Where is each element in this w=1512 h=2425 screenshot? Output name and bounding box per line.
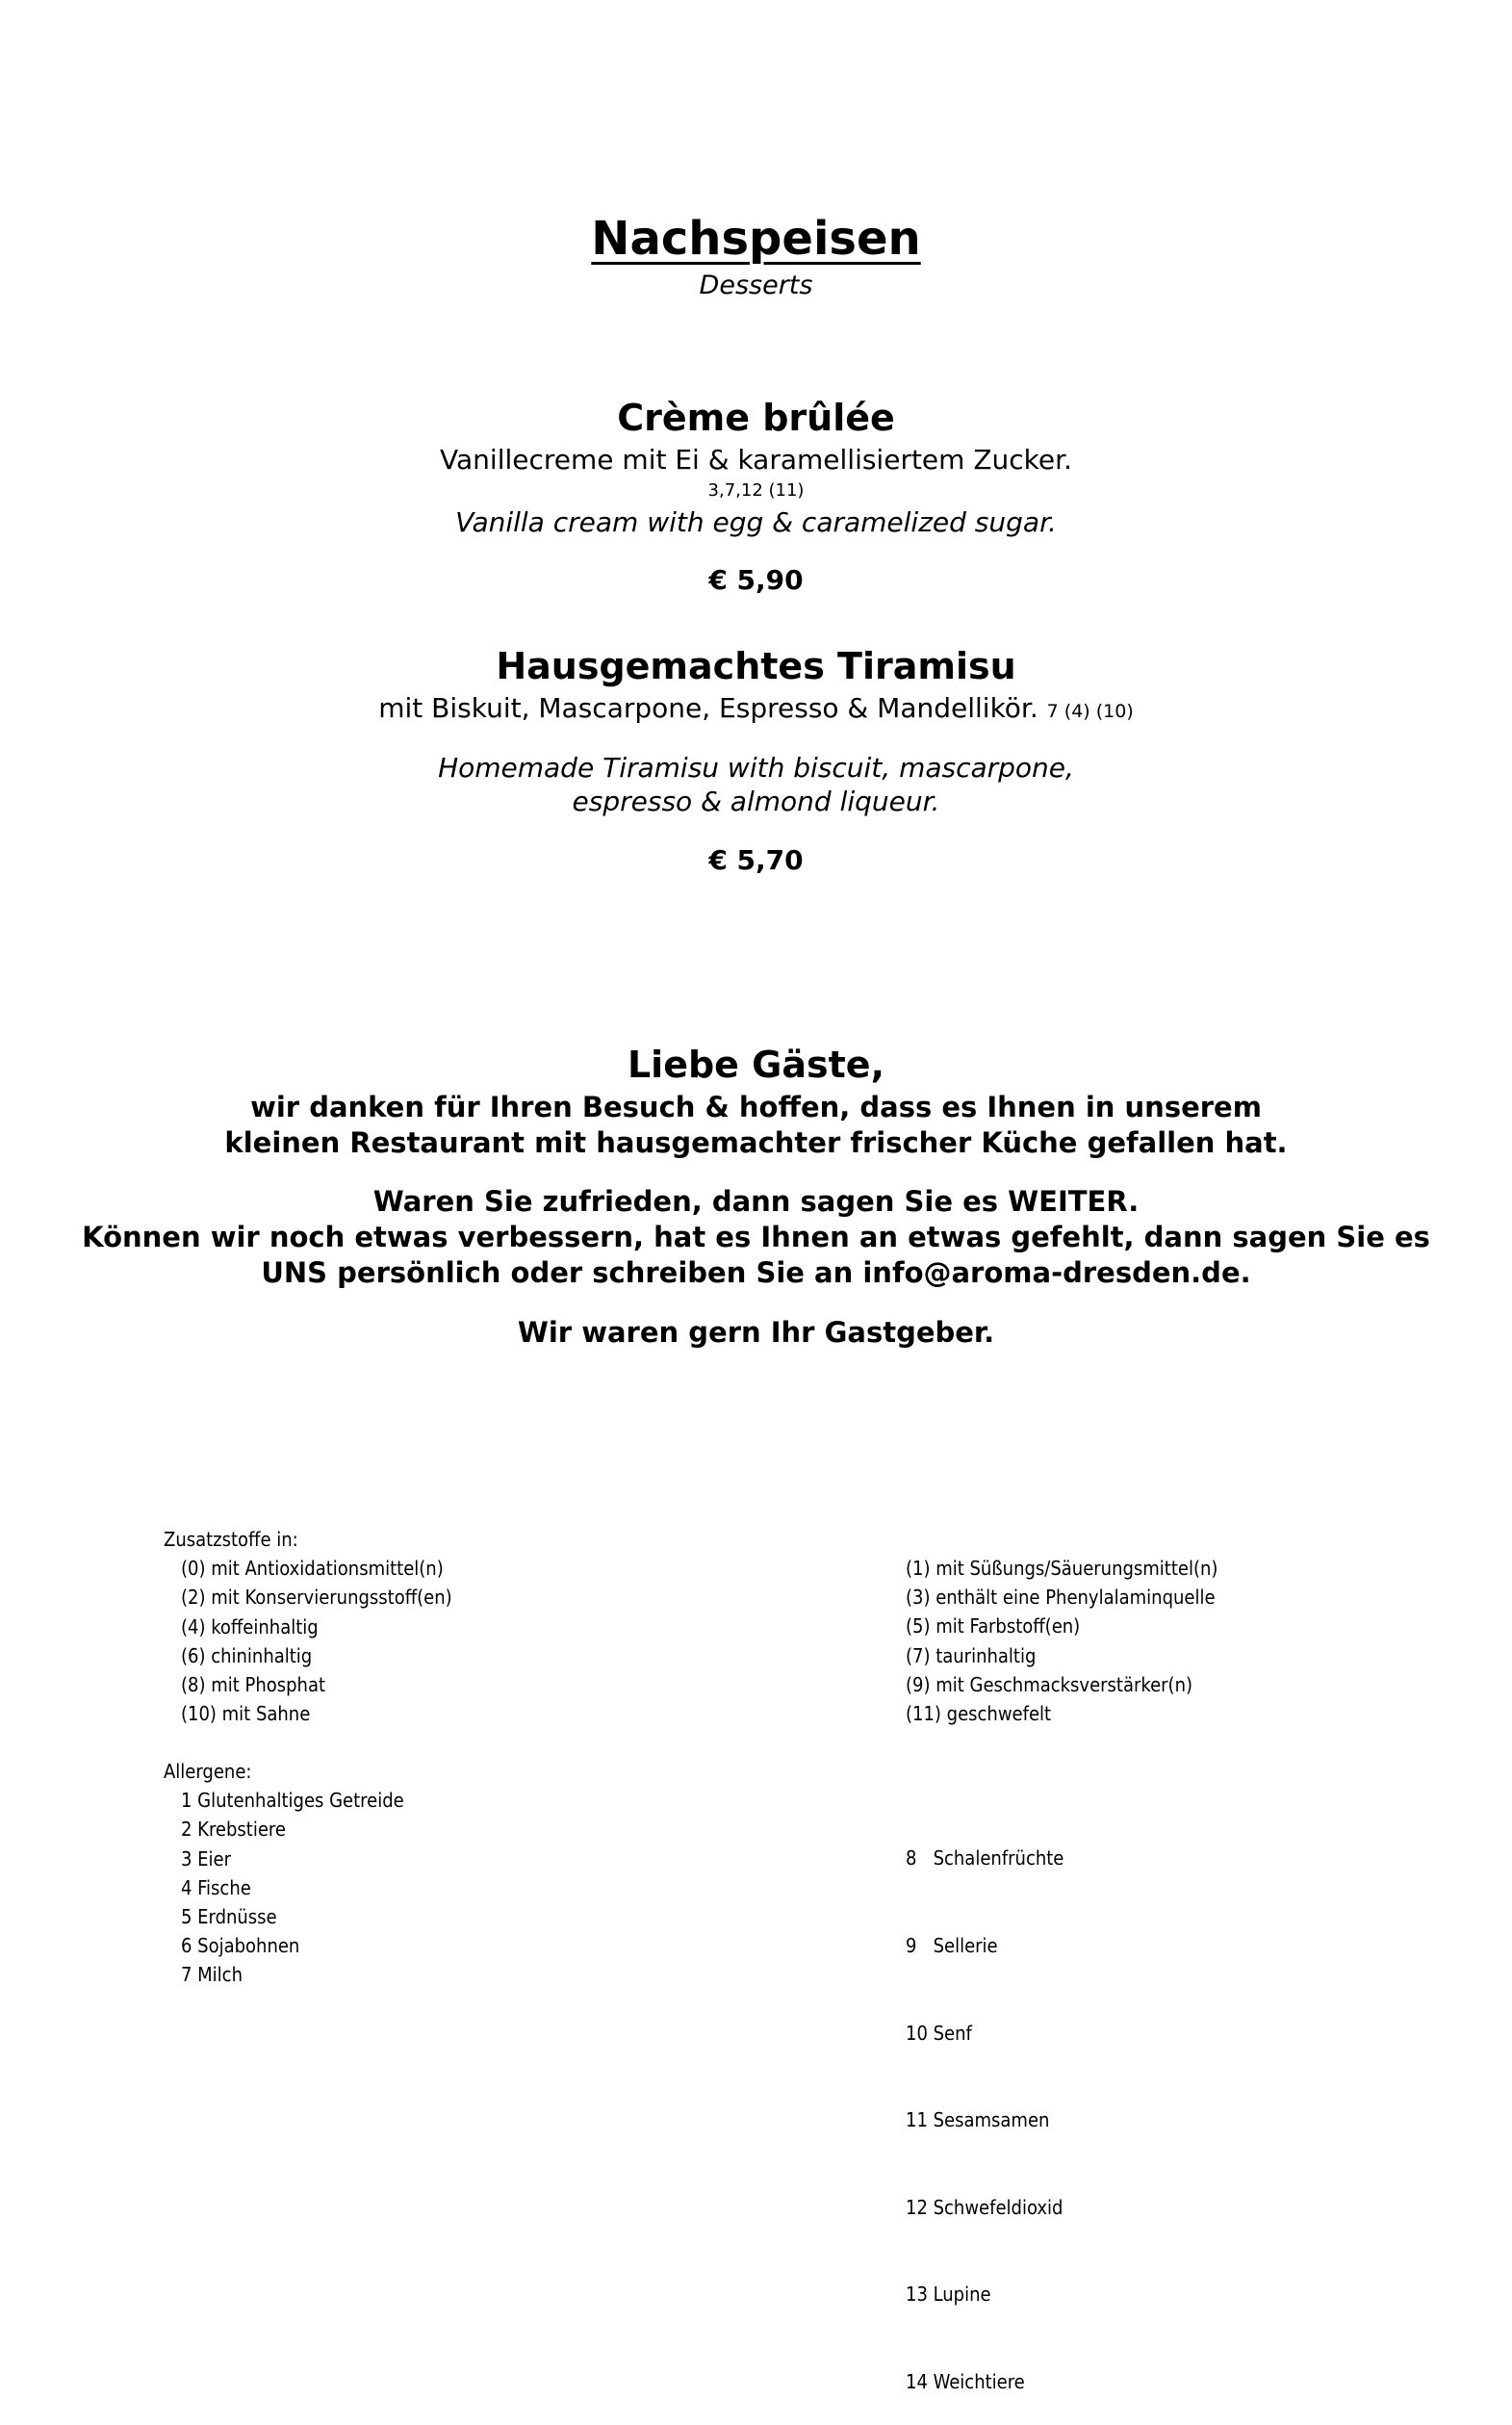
legend-item: 13 Lupine [906,2283,991,2307]
legend-item: (1) mit Süßungs/Säuerungsmittel(n) [906,1557,1218,1580]
legend-item: (8) mit Phosphat [181,1672,326,1696]
legend-item: 14 Weichtiere [906,2369,1025,2393]
dish-description-de [0,691,1512,729]
legend-item: (11) geschwefelt [906,1701,1052,1725]
legend-item: (7) taurinhaltig [906,1643,1037,1667]
greeting-title: Liebe Gäste, [627,1044,885,1086]
additives-heading: Zusatzstoffe in: [164,1528,298,1551]
greeting-text: wir danken für Ihren Besuch & hoffen, dass es Ihnen in unserem [250,1091,1262,1123]
dish-name: Hausgemachtes Tiramisu [496,645,1016,687]
legend-item: 7 Milch [181,1963,243,1987]
legend-item: (3) enthält eine Phenylalaminquelle [906,1586,1216,1610]
legend-item: 9 Sellerie [906,1934,998,1957]
allergens-legend-right [906,1786,1064,2425]
greeting-closing: Wir waren gern Ihr Gastgeber. [517,1316,995,1349]
legend-item: 10 Senf [906,2021,972,2045]
dish-price: € 5,90 [708,564,804,596]
legend-item: 3 Eier [181,1846,231,1870]
page-title: Nachspeisen [591,212,921,266]
additives-legend-right [906,1554,1217,1728]
legend-item: (4) koffeinhaltig [181,1614,319,1638]
allergens-legend-left [164,1757,404,1990]
legend-item: 4 Fische [181,1875,251,1899]
dish-allergen-codes: 7 (4) (10) [1046,701,1134,722]
legend-item: 12 Schwefeldioxid [906,2195,1064,2219]
legend-item: (0) mit Antioxidationsmittel(n) [181,1557,444,1581]
legend-item: 6 Sojabohnen [181,1934,300,1958]
page-subtitle: Desserts [699,271,813,300]
dish-allergen-codes: 3,7,12 (11) [707,480,805,501]
legend-item: (5) mit Farbstoff(en) [906,1614,1081,1638]
legend-item: 5 Erdnüsse [181,1904,277,1928]
dish-description-de: Vanillecreme mit Ei & karamellisiertem Zucker. [440,444,1072,476]
legend-item: 11 Sesamsamen [906,2108,1050,2132]
greeting-text: Können wir noch etwas verbessern, hat es Ihnen an etwas gefehlt, dann sagen Sie es [82,1221,1430,1253]
legend-item: 2 Krebstiere [181,1818,286,1842]
allergens-heading: Allergene: [164,1760,252,1783]
legend-item: 1 Glutenhaltiges Getreide [181,1789,404,1813]
greeting-text: Waren Sie zufrieden, dann sagen Sie es WEITER. [372,1185,1140,1218]
legend-item: (2) mit Konservierungsstoff(en) [181,1586,452,1610]
greeting-text: UNS persönlich oder schreiben Sie an info@aroma-dresden.de. [261,1256,1251,1289]
dish-name: Crème brûlée [617,397,895,439]
dish-description-en: Homemade Tiramisu with biscuit, mascarpone, [438,752,1074,784]
dish-description-text: mit Biskuit, Mascarpone, Espresso & Mandellikör. [378,692,1038,724]
dish-description-en: espresso & almond liqueur. [572,786,940,817]
legend-item: (9) mit Geschmacksverstärker(n) [906,1672,1193,1696]
legend-item: (6) chininhaltig [181,1643,313,1667]
dish-price: € 5,70 [708,844,804,876]
legend-item: 8 Schalenfrüchte [906,1846,1064,1870]
dish-description-en: Vanilla cream with egg & caramelized sugar. [455,506,1057,538]
legend-item: (10) mit Sahne [181,1702,311,1726]
additives-legend-left [164,1525,452,1728]
greeting-text: kleinen Restaurant mit hausgemachter frischer Küche gefallen hat. [224,1126,1288,1159]
